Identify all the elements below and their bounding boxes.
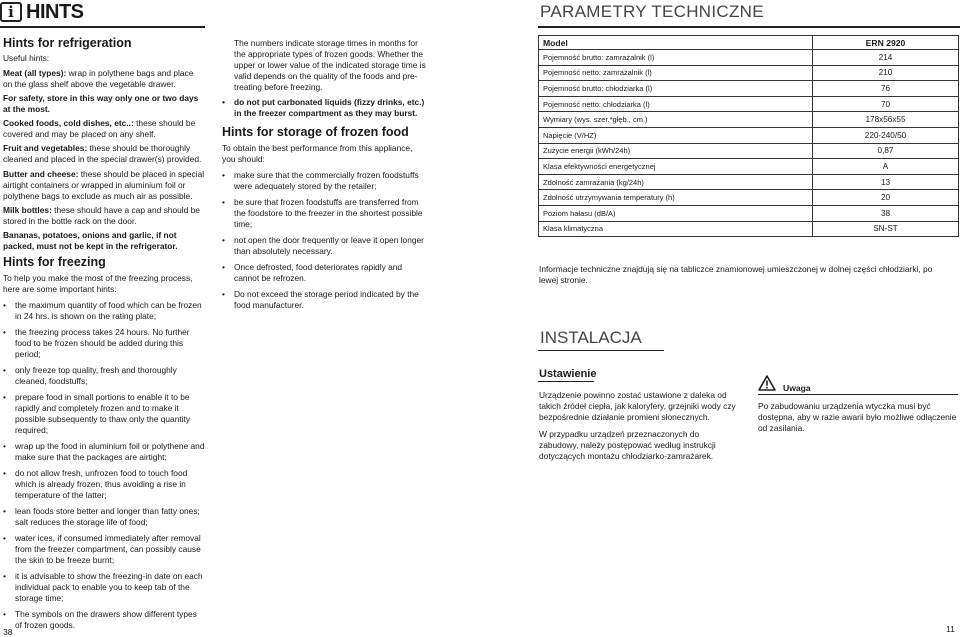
storage-heading: Hints for storage of frozen food [222, 125, 409, 139]
page-number-left: 38 [3, 627, 13, 637]
table-row [539, 96, 959, 112]
spec-label: Pojemność netto: chłodziarka (l) [539, 96, 813, 112]
list-item: • lean foods store better and longer than fatty ones; salt reduces the storage life of food; [3, 506, 205, 528]
info-icon: i [0, 2, 22, 22]
meat-text: wrap in polythene bags and place on the glass shelf above the vegetable drawer. [3, 68, 194, 89]
freezing-list [3, 300, 205, 631]
table-header-row [539, 36, 959, 50]
list-item: • the maximum quantity of food which can be frozen in 24 hrs. is shown on the rating plate; [3, 300, 205, 322]
warning-icon [758, 375, 776, 391]
model-value: ERN 2920 [813, 36, 959, 50]
spec-value: 76 [813, 81, 959, 97]
meat-term: Meat (all types): [3, 68, 67, 78]
bananas-hint [3, 230, 205, 252]
table-row [539, 174, 959, 190]
table-row [539, 143, 959, 159]
spec-label: Poziom hałasu (dB/A) [539, 205, 813, 221]
list-item: • prepare food in small portions to enable it to be rapidly and completely frozen and to make it possible subsequently to thaw only the quantity required; [3, 392, 205, 436]
warning-label: Uwaga [783, 383, 811, 393]
spec-label: Klasa efektywności energetycznej [539, 159, 813, 175]
hints-title: HINTS [26, 0, 84, 23]
params-title: PARAMETRY TECHNICZNE [540, 2, 764, 21]
table-row [539, 50, 959, 66]
spec-label: Zdolność utrzymywania temperatury (h) [539, 190, 813, 206]
spec-value: 214 [813, 50, 959, 66]
spec-value: 220-240/50 [813, 127, 959, 143]
table-row [539, 65, 959, 81]
storage-intro: To obtain the best performance from this appliance, you should: [222, 143, 413, 164]
spec-value: 70 [813, 96, 959, 112]
list-item: • do not allow fresh, unfrozen food to touch food which is already frozen, thus avoiding a rise in temperature of the latter; [3, 468, 205, 501]
spec-value: 38 [813, 205, 959, 221]
install-title: INSTALACJA [540, 328, 642, 347]
spec-value: A [813, 159, 959, 175]
list-item: • make sure that the commercially frozen foodstuffs were adequately stored by the retailer; [222, 170, 426, 192]
fruit-text: these should be thoroughly cleaned and placed in the special drawer(s) provided. [3, 143, 202, 164]
table-row [539, 205, 959, 221]
storage-list [222, 170, 426, 311]
freezing-intro: To help you make the most of the freezing process, here are some important hints: [3, 273, 193, 294]
table-row [539, 221, 959, 237]
butter-hint [3, 169, 205, 202]
freezer-warning-list [222, 97, 426, 119]
list-item: • the freezing process takes 24 hours. No further food to be frozen should be added during this period; [3, 327, 205, 360]
hints-header [0, 0, 84, 24]
butter-term: Butter and cheese: [3, 169, 79, 179]
spec-note: Informacje techniczne znajdują się na tabliczce znamionowej umieszczonej w dolnej części chłodziarki, po lewej stronie. [539, 264, 933, 285]
header-rule-right [538, 26, 960, 28]
page-number-right: 11 [946, 624, 955, 634]
spec-value: 20 [813, 190, 959, 206]
list-item: • be sure that frozen foodstuffs are transferred from the foodstore to the freezer in the shortest possible time; [222, 197, 426, 230]
spec-value: 178x56x55 [813, 112, 959, 128]
table-row [539, 81, 959, 97]
warning-rule [758, 394, 958, 395]
safety-hint [3, 93, 205, 115]
list-item: • Once defrosted, food deteriorates rapidly and cannot be refrozen. [222, 262, 426, 284]
install-subheading: Ustawienie [539, 368, 597, 380]
spec-label: Wymiary (wys. szer.*głęb., cm.) [539, 112, 813, 128]
list-item: • The symbols on the drawers show different types of frozen goods. [3, 609, 205, 631]
milk-hint [3, 205, 205, 227]
cooked-text: these should be covered and may be placed on any shelf. [3, 118, 196, 139]
table-row [539, 159, 959, 175]
list-item: • not open the door frequently or leave it open longer than absolutely necessary. [222, 235, 426, 257]
spec-label: Pojemność brutto: zamrażalnik (l) [539, 50, 813, 66]
spec-value: 210 [813, 65, 959, 81]
list-item: • it is advisable to show the freezing-in date on each individual pack to enable you to keep tab of the storage time; [3, 571, 205, 604]
fruit-term: Fruit and vegetables: [3, 143, 88, 153]
table-row [539, 112, 959, 128]
butter-text: these should be placed in special airtight containers or wrapped in aluminium foil or polythene bags to exclude as much air as possible. [3, 169, 205, 201]
meat-hint [3, 68, 205, 90]
spec-value: SN-ST [813, 221, 959, 237]
cooked-hint [3, 118, 205, 140]
spec-label: Pojemność netto: zamrażalnik (l) [539, 65, 813, 81]
header-rule-left [0, 26, 205, 28]
list-item: • Do not exceed the storage period indicated by the food manufacturer. [222, 289, 426, 311]
bananas-text: Bananas, potatoes, onions and garlic, if not packed, must not be kept in the refrigerator. [3, 230, 178, 251]
spec-value: 0,87 [813, 143, 959, 159]
safety-text: For safety, store in this way only one or two days at the most. [3, 93, 199, 114]
cooked-term: Cooked foods, cold dishes, etc..: [3, 118, 134, 128]
install-rule [538, 350, 664, 351]
list-item: • do not put carbonated liquids (fizzy drinks, etc.) in the freezer compartment as they may burst. [222, 97, 426, 119]
middle-column [222, 38, 426, 316]
list-item: • wrap up the food in aluminium foil or polythene and make sure that the packages are airtight; [3, 441, 205, 463]
spec-label: Pojemność brutto: chłodziarka (l) [539, 81, 813, 97]
freezing-heading: Hints for freezing [3, 255, 106, 269]
subheading-rule [538, 381, 594, 382]
warning-text: Po zabudowaniu urządzenia wtyczka musi być dostępna, aby w razie awarii było możliwe odłączenie od zasilania. [758, 401, 957, 433]
install-para-1: Urządzenie powinno zostać ustawione z daleka od takich źródeł ciepła, jak kaloryfery, grzejniki wody czy bezpośrednie działanie promieni słonecznych. [539, 390, 736, 422]
milk-term: Milk bottles: [3, 205, 52, 215]
storage-note: The numbers indicate storage times in months for the appropriate types of frozen goods. Whether the upper or lower value of the indicated storage time is valid depends on the quality of the foods and pre-treating before freezing. [234, 38, 426, 92]
milk-text: these should have a cap and should be stored in the bottle rack on the door. [3, 205, 200, 226]
fruit-hint [3, 143, 205, 165]
spec-table [538, 35, 959, 237]
spec-value: 13 [813, 174, 959, 190]
left-column [3, 38, 205, 636]
model-label: Model [539, 36, 813, 50]
list-item: • only freeze top quality, fresh and thoroughly cleaned, foodstuffs; [3, 365, 205, 387]
refrigeration-heading: Hints for refrigeration [3, 36, 132, 50]
list-item: • water ices, if consumed immediately after removal from the freezer compartment, can possibly cause the skin to be freeze burnt; [3, 533, 205, 566]
install-text [539, 390, 739, 468]
spec-label: Zdolność zamrażania (kg/24h) [539, 174, 813, 190]
table-row [539, 127, 959, 143]
useful-hints-label: Useful hints: [3, 53, 50, 63]
spec-label: Zużycie energii (kWh/24h) [539, 143, 813, 159]
spec-label: Klasa klimatyczna [539, 221, 813, 237]
table-row [539, 190, 959, 206]
install-para-2: W przypadku urządzeń przeznaczonych do zabudowy, należy postępować według instrukcji dotyczących montażu chłodziarko-zamrażarek. [539, 429, 716, 461]
spec-label: Napięcie (V/HZ) [539, 127, 813, 143]
